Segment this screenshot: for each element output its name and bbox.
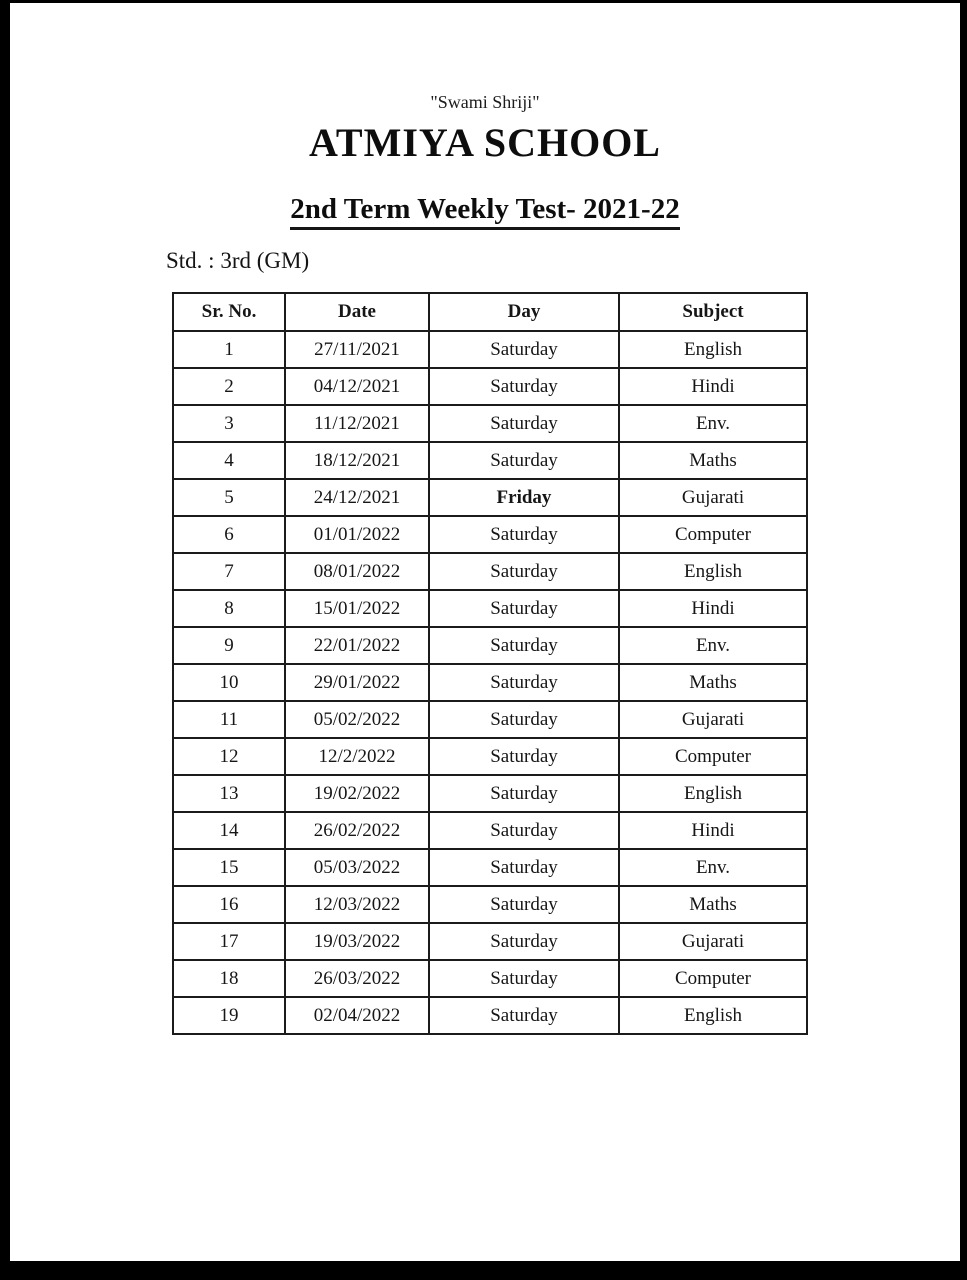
cell-sr-no: 14 (173, 812, 285, 849)
cell-day: Saturday (429, 738, 619, 775)
cell-day: Saturday (429, 812, 619, 849)
table-row (173, 701, 807, 738)
table-row (173, 775, 807, 812)
cell-day: Saturday (429, 997, 619, 1034)
cell-subject: Env. (619, 627, 807, 664)
table-row (173, 590, 807, 627)
school-name: ATMIYA SCHOOL (309, 120, 661, 165)
cell-sr-no: 17 (173, 923, 285, 960)
cell-date: 19/03/2022 (285, 923, 429, 960)
cell-day: Saturday (429, 442, 619, 479)
cell-date: 11/12/2021 (285, 405, 429, 442)
test-schedule-table (172, 292, 808, 1035)
cell-subject: Computer (619, 516, 807, 553)
cell-day: Saturday (429, 627, 619, 664)
cell-subject: Maths (619, 886, 807, 923)
cell-sr-no: 15 (173, 849, 285, 886)
cell-date: 26/02/2022 (285, 812, 429, 849)
cell-day: Saturday (429, 331, 619, 368)
cell-subject: English (619, 553, 807, 590)
table-row (173, 849, 807, 886)
table-row (173, 479, 807, 516)
cell-subject: Computer (619, 960, 807, 997)
cell-date: 12/03/2022 (285, 886, 429, 923)
cell-sr-no: 1 (173, 331, 285, 368)
cell-sr-no: 10 (173, 664, 285, 701)
cell-subject: Gujarati (619, 701, 807, 738)
cell-subject: Computer (619, 738, 807, 775)
column-header-date: Date (285, 293, 429, 331)
cell-day: Saturday (429, 516, 619, 553)
cell-date: 05/02/2022 (285, 701, 429, 738)
table-row (173, 368, 807, 405)
cell-subject: Maths (619, 664, 807, 701)
table-row (173, 738, 807, 775)
cell-date: 02/04/2022 (285, 997, 429, 1034)
cell-day: Friday (429, 479, 619, 516)
standard-line: Std. : 3rd (GM) (166, 248, 310, 273)
term-title: 2nd Term Weekly Test- 2021-22 (290, 193, 679, 230)
cell-subject: Hindi (619, 590, 807, 627)
cell-day: Saturday (429, 886, 619, 923)
cell-day: Saturday (429, 590, 619, 627)
cell-date: 12/2/2022 (285, 738, 429, 775)
table-row (173, 331, 807, 368)
column-header-day: Day (429, 293, 619, 331)
cell-day: Saturday (429, 701, 619, 738)
cell-date: 29/01/2022 (285, 664, 429, 701)
cell-sr-no: 16 (173, 886, 285, 923)
document-page (10, 3, 960, 1261)
table-header-row (173, 293, 807, 331)
school-motto: "Swami Shriji" (430, 92, 540, 112)
table-header (173, 293, 807, 331)
cell-day: Saturday (429, 775, 619, 812)
cell-sr-no: 18 (173, 960, 285, 997)
cell-date: 24/12/2021 (285, 479, 429, 516)
cell-sr-no: 13 (173, 775, 285, 812)
column-header-subject: Subject (619, 293, 807, 331)
cell-subject: Hindi (619, 812, 807, 849)
column-header-sr-no: Sr. No. (173, 293, 285, 331)
cell-subject: Env. (619, 405, 807, 442)
cell-sr-no: 8 (173, 590, 285, 627)
cell-sr-no: 12 (173, 738, 285, 775)
cell-date: 18/12/2021 (285, 442, 429, 479)
cell-date: 01/01/2022 (285, 516, 429, 553)
cell-date: 19/02/2022 (285, 775, 429, 812)
cell-date: 27/11/2021 (285, 331, 429, 368)
cell-sr-no: 19 (173, 997, 285, 1034)
cell-subject: Maths (619, 442, 807, 479)
cell-day: Saturday (429, 553, 619, 590)
cell-sr-no: 11 (173, 701, 285, 738)
cell-sr-no: 6 (173, 516, 285, 553)
cell-sr-no: 9 (173, 627, 285, 664)
cell-sr-no: 5 (173, 479, 285, 516)
test-schedule-table-body (173, 331, 807, 1034)
cell-sr-no: 4 (173, 442, 285, 479)
cell-day: Saturday (429, 368, 619, 405)
cell-day: Saturday (429, 849, 619, 886)
cell-date: 26/03/2022 (285, 960, 429, 997)
cell-date: 04/12/2021 (285, 368, 429, 405)
cell-subject: English (619, 997, 807, 1034)
table-row (173, 516, 807, 553)
cell-subject: English (619, 775, 807, 812)
table-row (173, 923, 807, 960)
cell-subject: English (619, 331, 807, 368)
table-row (173, 664, 807, 701)
table-row (173, 960, 807, 997)
cell-date: 08/01/2022 (285, 553, 429, 590)
table-row (173, 405, 807, 442)
cell-sr-no: 3 (173, 405, 285, 442)
cell-date: 05/03/2022 (285, 849, 429, 886)
document-header (10, 91, 960, 230)
cell-day: Saturday (429, 960, 619, 997)
table-row (173, 627, 807, 664)
table-row (173, 553, 807, 590)
cell-subject: Gujarati (619, 923, 807, 960)
cell-day: Saturday (429, 664, 619, 701)
cell-date: 22/01/2022 (285, 627, 429, 664)
cell-subject: Gujarati (619, 479, 807, 516)
cell-day: Saturday (429, 923, 619, 960)
cell-subject: Env. (619, 849, 807, 886)
cell-subject: Hindi (619, 368, 807, 405)
table-row (173, 812, 807, 849)
cell-sr-no: 7 (173, 553, 285, 590)
cell-date: 15/01/2022 (285, 590, 429, 627)
term-title-wrap (10, 193, 960, 230)
table-row (173, 442, 807, 479)
table-row (173, 886, 807, 923)
cell-day: Saturday (429, 405, 619, 442)
table-row (173, 997, 807, 1034)
cell-sr-no: 2 (173, 368, 285, 405)
